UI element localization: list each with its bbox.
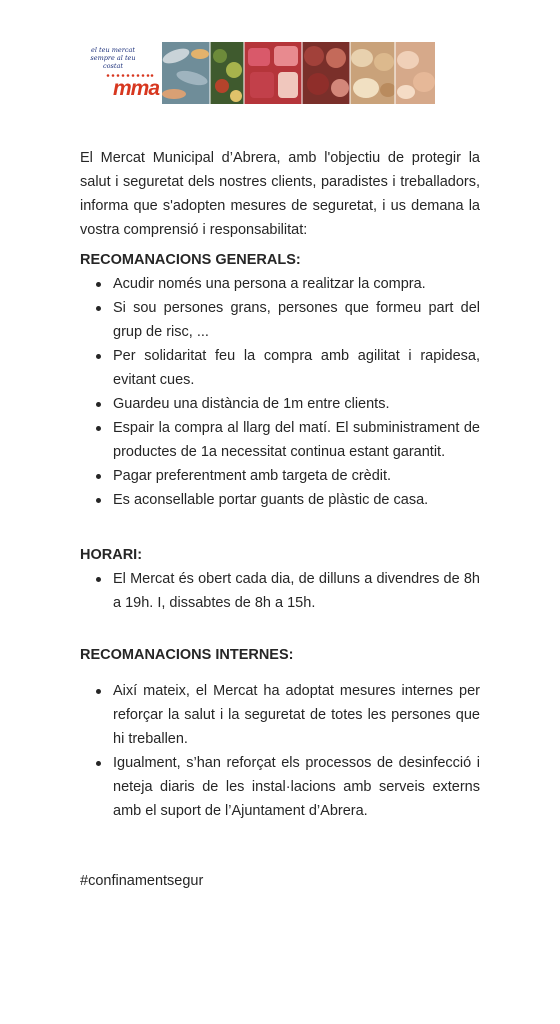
bullet-icon <box>80 488 113 512</box>
intro-paragraph: El Mercat Municipal d’Abrera, amb l'objectiu de protegir la salut i seguretat dels nostres clients, paradistes i treballadors, informa que s'adopten mesures de seguretat, i us demana la vostra comprensió i responsabilitat: <box>80 150 480 238</box>
internal-recommendations-list <box>80 679 480 823</box>
list-item: El Mercat és obert cada dia, de dilluns a divendres de 8h a 19h. I, dissabtes de 8h a 15h. <box>80 567 480 615</box>
list-item: Es aconsellable portar guants de plàstic de casa. <box>80 488 480 512</box>
header <box>80 42 435 104</box>
bullet-icon <box>80 464 113 488</box>
bullet-icon <box>80 567 113 591</box>
market-products-photo <box>162 42 435 104</box>
notice-content <box>80 146 480 893</box>
hashtag: #confinamentsegur <box>80 873 204 889</box>
market-logo <box>80 42 160 104</box>
general-recommendations-list <box>80 272 480 512</box>
list-item: Si sou persones grans, persones que formeu part del grup de risc, ... <box>80 296 480 344</box>
bullet-icon <box>80 751 113 775</box>
bullet-icon <box>80 416 113 440</box>
schedule-title: HORARI: <box>80 547 143 563</box>
bullet-icon <box>80 392 113 416</box>
list-item: Així mateix, el Mercat ha adoptat mesures internes per reforçar la salut i la seguretat de totes les persones que hi treballen. <box>80 679 480 751</box>
list-item: Pagar preferentment amb targeta de crèdit. <box>80 464 480 488</box>
schedule-list <box>80 567 480 615</box>
bullet-icon <box>80 272 113 296</box>
list-item: Espair la compra al llarg del matí. El subministrament de productes de 1a necessitat continua estant garantit. <box>80 416 480 464</box>
bullet-icon <box>80 679 113 703</box>
list-item: Per solidaritat feu la compra amb agilitat i rapidesa, evitant cues. <box>80 344 480 392</box>
bullet-icon <box>80 296 113 320</box>
general-recommendations-title: RECOMANACIONS GENERALS: <box>80 252 301 268</box>
internal-recommendations-title: RECOMANACIONS INTERNES: <box>80 647 294 663</box>
bullet-icon <box>80 344 113 368</box>
list-item: Igualment, s’han reforçat els processos de desinfecció i neteja diaris de les instal·lacions amb serveis externs amb el suport de l’Ajuntament d’Abrera. <box>80 751 480 823</box>
logo-text: mma <box>113 77 160 100</box>
list-item: Acudir només una persona a realitzar la compra. <box>80 272 480 296</box>
list-item: Guardeu una distància de 1m entre clients. <box>80 392 480 416</box>
logo-slogan: el teu mercat sempre al teu costat <box>90 46 136 70</box>
